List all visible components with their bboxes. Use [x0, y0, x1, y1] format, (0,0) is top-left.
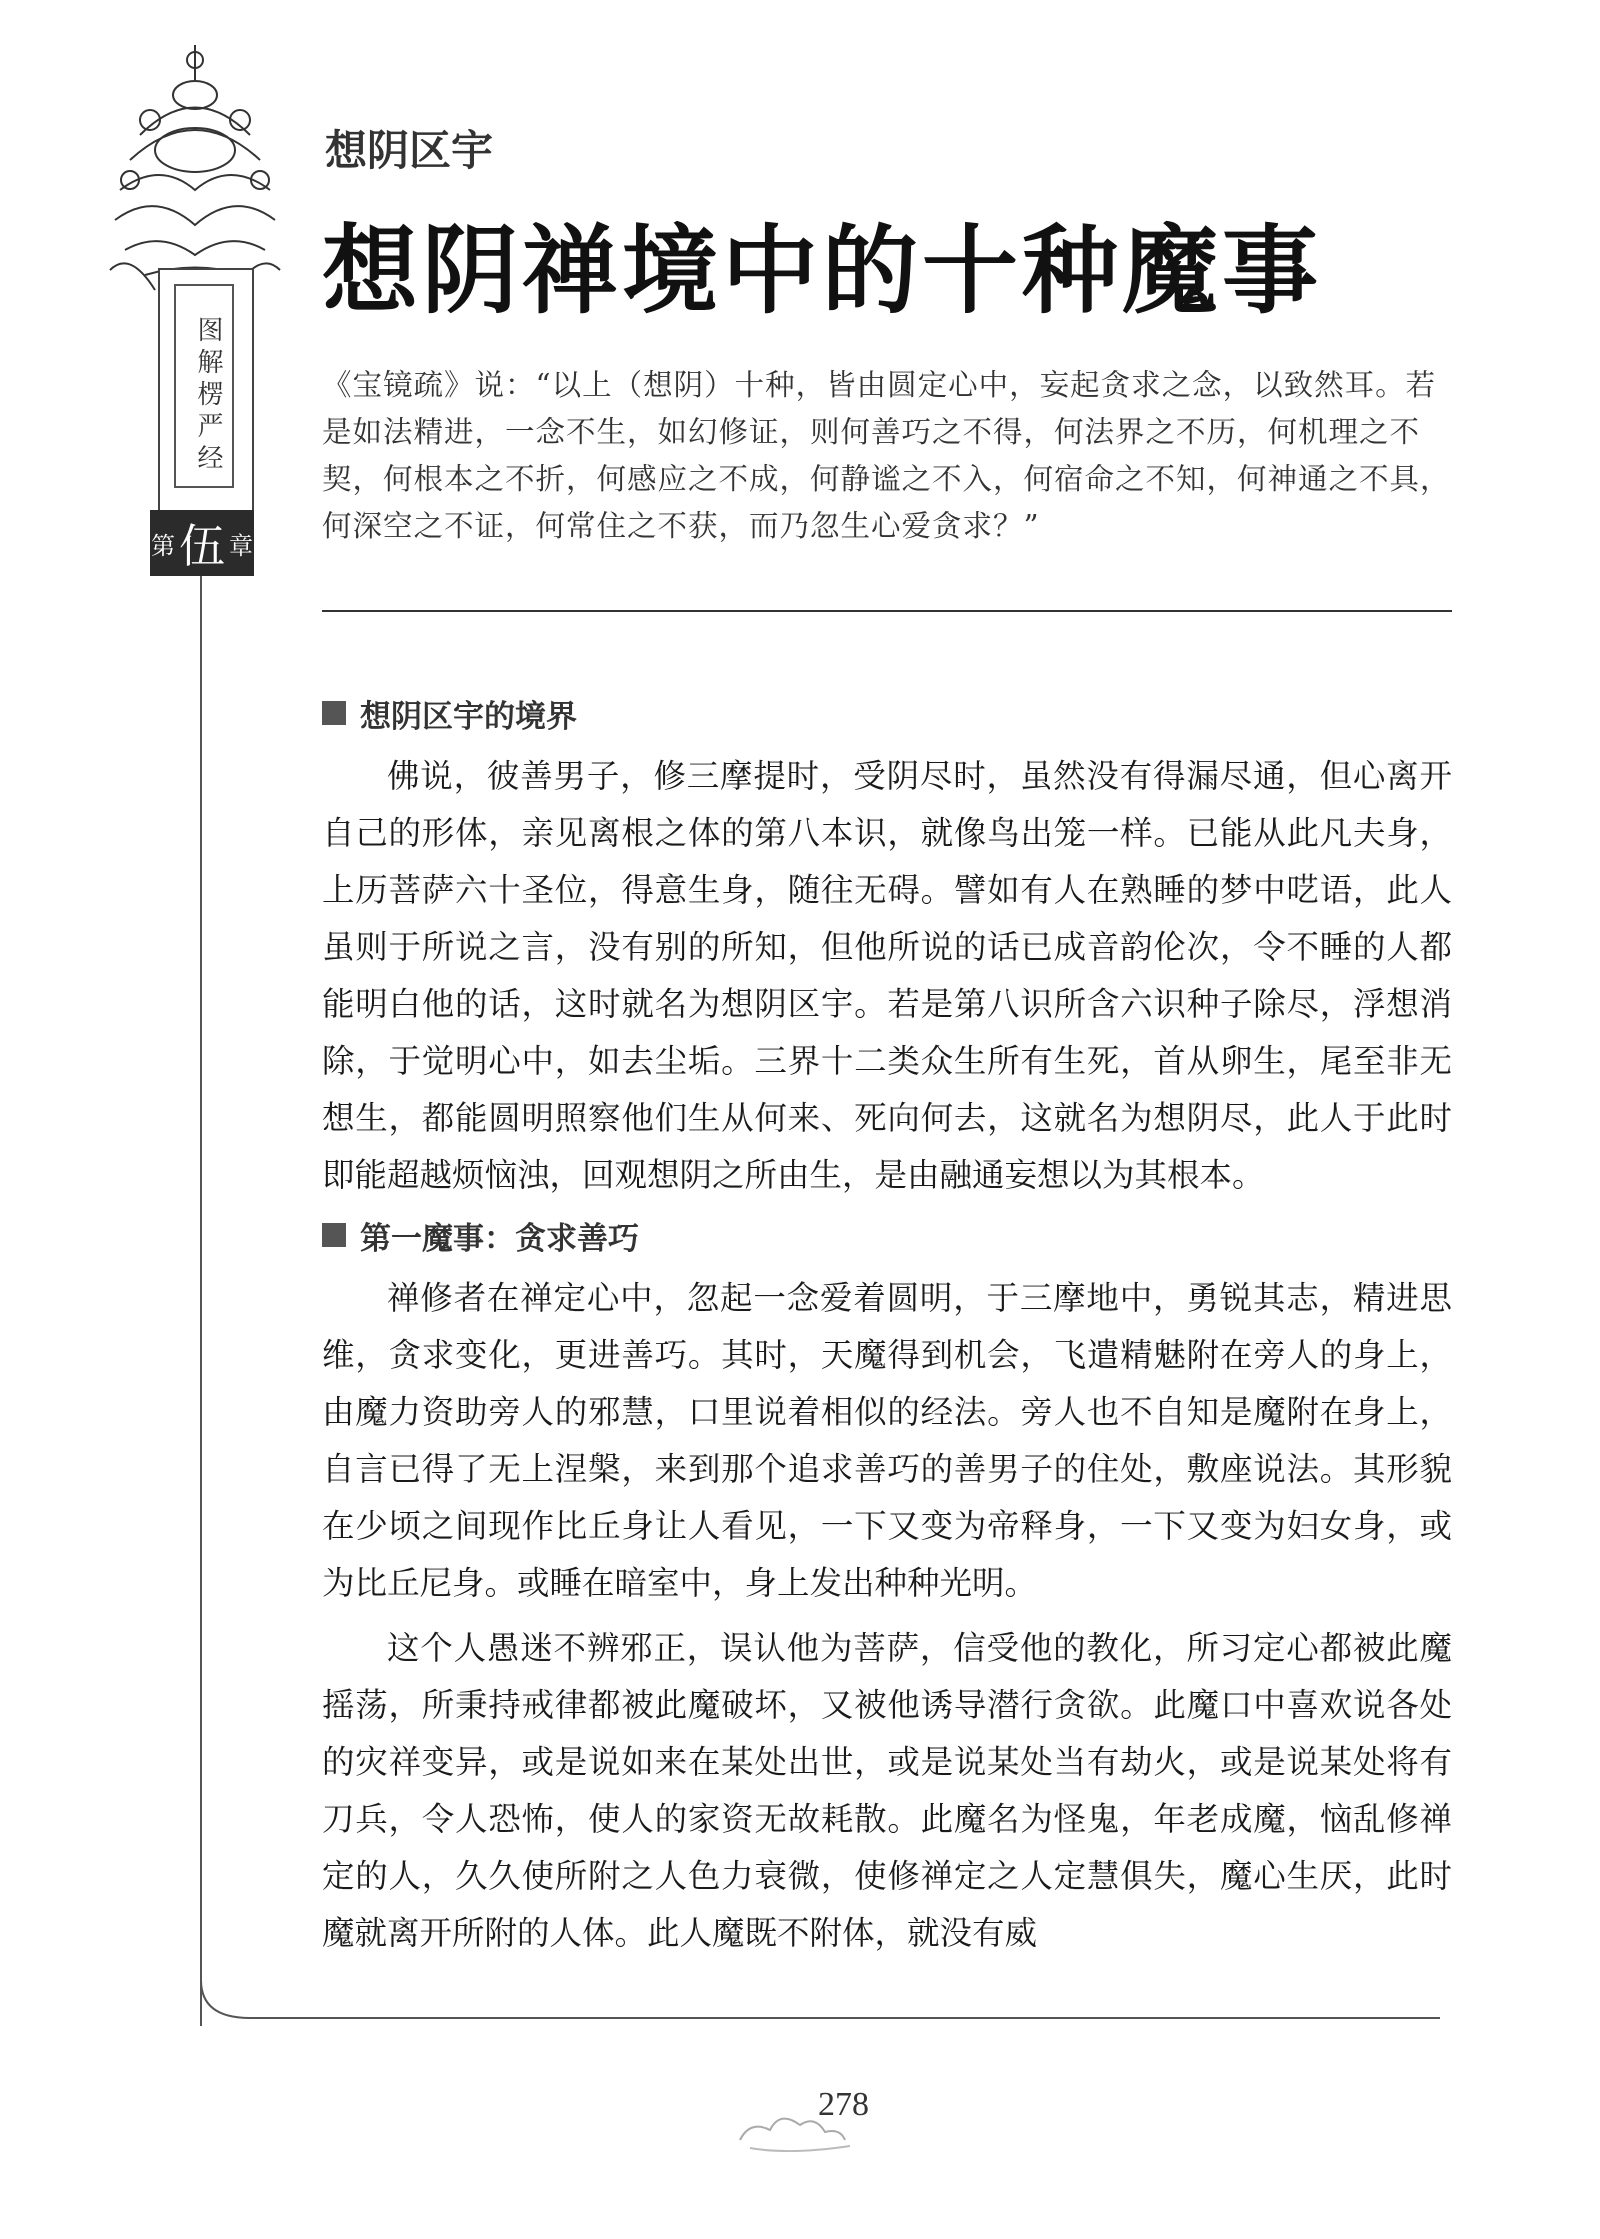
square-bullet-icon [322, 1223, 346, 1247]
chapter-number: 伍 [179, 519, 225, 573]
header-divider [322, 610, 1452, 612]
paragraph: 佛说，彼善男子，修三摩提时，受阴尽时，虽然没有得漏尽通，但心离开自己的形体，亲见离根之体的第八本识，就像鸟出笼一样。已能从此凡夫身，上历菩萨六十圣位，得意生身，随往无碍。譬如有人在熟睡的梦中呓语，此人虽则于所说之言，没有别的所知，但他所说的话已成音韵伦次，令不睡的人都能明白他的话，这时就名为想阴区宇。若是第八识所含六识种子除尽，浮想消除，于觉明心中，如去尘垢。三界十二类众生所有生死，首从卵生，尾至非无想生，都能圆明照察他们生从何来、死向何去，这就名为想阴尽，此人于此时即能超越烦恼浊，回观想阴之所由生，是由融通妄想以为其根本。 [322, 757, 1452, 1194]
intro-quote: 《宝镜疏》说：“以上（想阴）十种，皆由圆定心中，妄起贪求之念，以致然耳。若是如法精进，一念不生，如幻修证，则何善巧之不得，何法界之不历，何机理之不契，何根本之不折，何感应之不成，何静谧之不入，何宿命之不知，何神通之不具，何深空之不证，何常住之不获，而乃忽生心爱贪求？” [322, 368, 1451, 543]
side-divider-line [200, 576, 202, 2026]
main-content [322, 690, 1452, 1970]
chapter-prefix: 第 [151, 531, 175, 560]
chapter-badge [150, 510, 254, 576]
section-heading-text: 第一魔事：贪求善巧 [360, 1220, 639, 1257]
book-label-box [174, 284, 234, 488]
paragraph: 这个人愚迷不辨邪正，误认他为菩萨，信受他的教化，所习定心都被此魔摇荡，所秉持戒律都被此魔破坏，又被他诱导潜行贪欲。此魔口中喜欢说各处的灾祥变异，或是说如来在某处出世，或是说某处当有劫火，或是说某处将有刀兵，令人恐怖，使人的家资无故耗散。此魔名为怪鬼，年老成魔，恼乱修禅定的人，久久使所附之人色力衰微，使修禅定之人定慧俱失，魔心生厌，此时魔就离开所附的人体。此人魔既不附体，就没有威 [322, 1629, 1452, 1952]
section-heading-text: 想阴区宇的境界 [360, 698, 577, 735]
section-heading [322, 690, 1452, 736]
chapter-suffix: 章 [229, 531, 253, 560]
page-number: 278 [818, 2086, 869, 2123]
book-label: 图解楞严经 [193, 316, 223, 476]
page-subtitle: 想阴区宇 [325, 126, 494, 175]
section-heading [322, 1212, 1452, 1258]
page-title: 想阴禅境中的十种魔事 [322, 215, 1322, 327]
square-bullet-icon [322, 701, 346, 725]
paragraph: 禅修者在禅定心中，忽起一念爱着圆明，于三摩地中，勇锐其志，精进思维，贪求变化，更进善巧。其时，天魔得到机会，飞遣精魅附在旁人的身上，由魔力资助旁人的邪慧，口里说着相似的经法。旁人也不自知是魔附在身上，自言已得了无上涅槃，来到那个追求善巧的善男子的住处，敷座说法。其形貌在少顷之间现作比丘身让人看见，一下又变为帝释身，一下又变为妇女身，或为比丘尼身。或睡在暗室中，身上发出种种光明。 [322, 1279, 1452, 1602]
